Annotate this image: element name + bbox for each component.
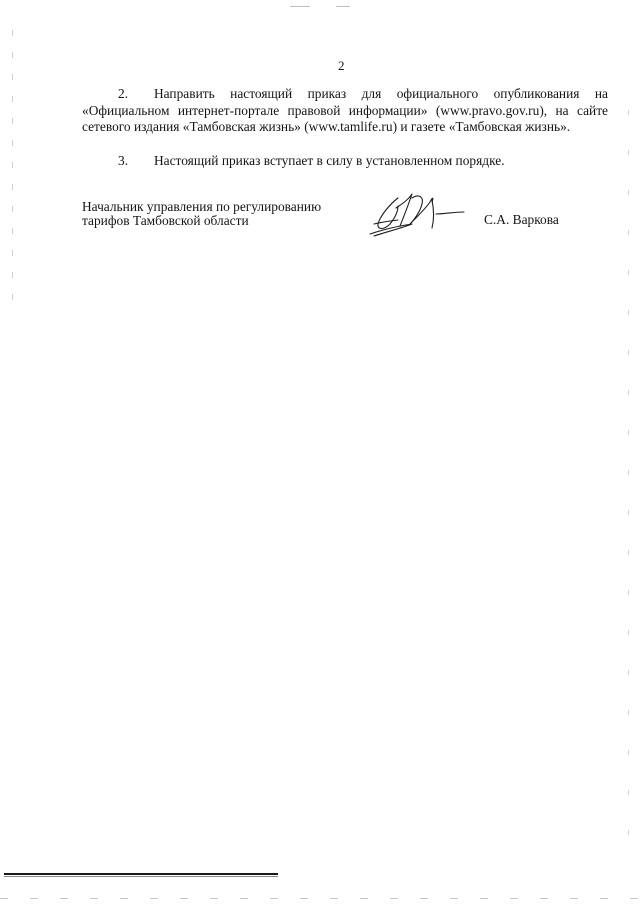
item-text: Настоящий приказ вступает в силу в установленном порядке. [154, 153, 505, 168]
signatory-position [82, 200, 321, 228]
item-text: Направить настоящий приказ для официального опубликования на «Официальном интернет-портале правовой информации» (www.pravo.gov.ru), на сайте сетевого издания «Тамбовская жизнь» (www.tamlife.ru) и газете «Тамбовская жизнь». [82, 86, 608, 134]
scan-artifact [290, 6, 310, 7]
scan-artifact [628, 110, 629, 850]
signatory-position-line-2: тарифов Тамбовской области [82, 213, 249, 228]
scan-artifact [336, 6, 350, 7]
bottom-rule [4, 873, 278, 875]
scan-artifact [0, 898, 640, 899]
scan-artifact [12, 30, 13, 300]
page-number: 2 [338, 58, 345, 73]
signatory-position-line-1: Начальник управления по регулированию [82, 199, 322, 214]
paragraph-item-3 [82, 153, 608, 170]
signatory-name: С.А. Варкова [484, 212, 559, 227]
paragraph-item-2 [82, 86, 608, 136]
bottom-rule [4, 876, 278, 877]
item-number: 3. [118, 153, 129, 168]
handwritten-signature [368, 186, 478, 242]
item-number: 2. [118, 86, 129, 101]
